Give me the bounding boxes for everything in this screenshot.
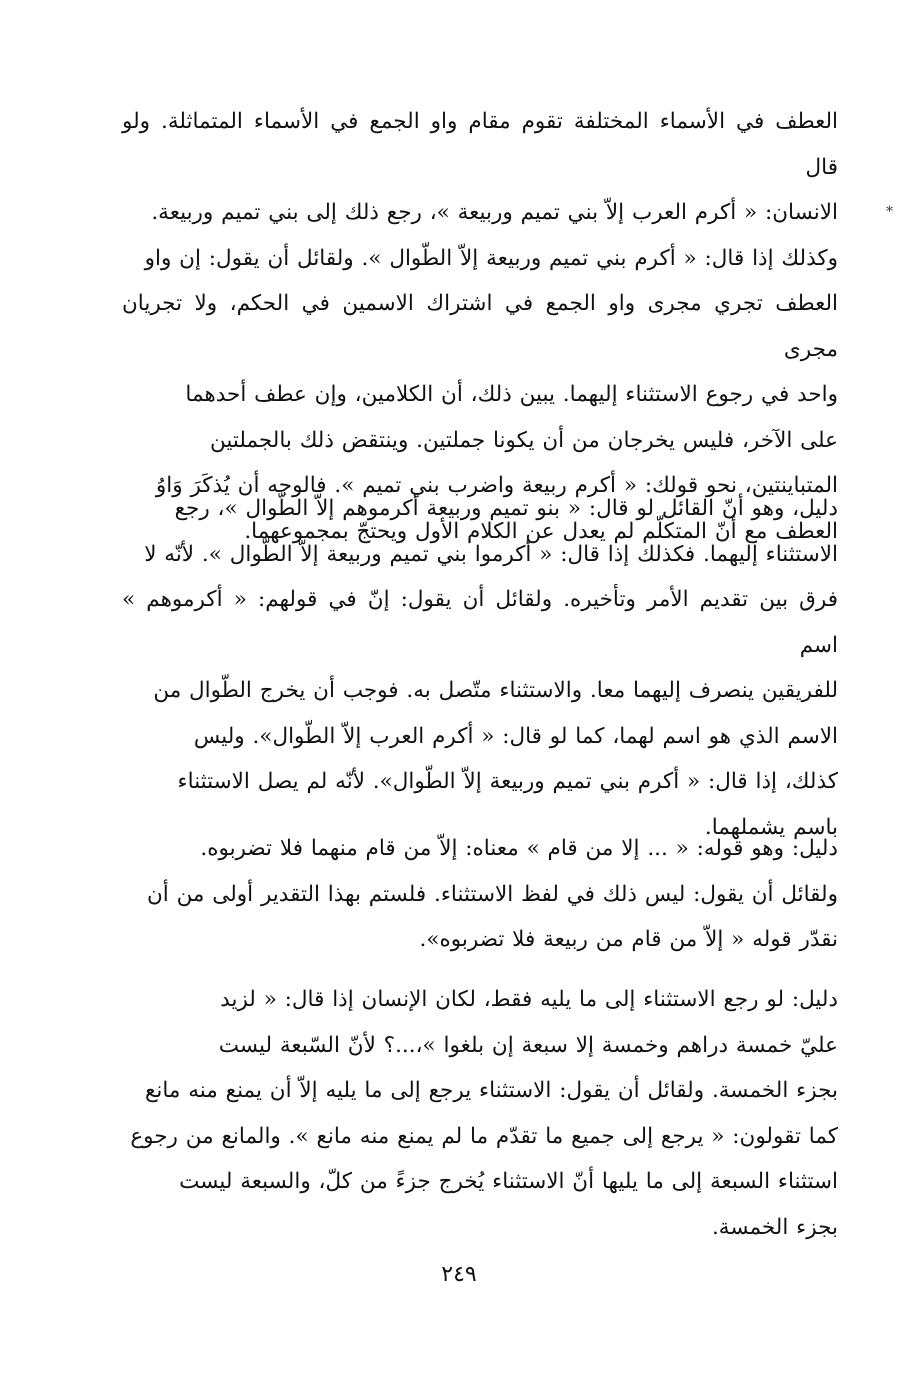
- paragraph-text: دليل: لو رجع الاستثناء إلى ما يليه فقط، لكان الإنسان إذا قال: « لزيد عليّ خمسة دراهم وخمسة إلا سبعة إن بلغوا »،...؟ لأنّ السّبعة ليست بجزء الخمسة. ولقائل أن يقول: الاستثناء يرجع إلى ما يليه إلاّ أن يمنع منه مانع كما تقولون: « يرجع إلى جميع ما تقدّم ما لم يمنع منه مانع ». والمانع من رجوع استثناء السبعة إلى ما يليها أنّ الاستثناء يُخرج جزءً من كلّ، والسبعة ليست بجزء الخمسة.: [130, 987, 838, 1240]
- paragraph-2: [122, 486, 838, 850]
- paragraph-3: [122, 826, 838, 963]
- paragraph-text: دليل: وهو قوله: « ... إلا من قام » معناه: إلاّ من قام منهما فلا تضربوه. ولقائل أن يقول: ليس ذلك في لفظ الاستثناء. فلستم بهذا التقدير أولى من أن نقدّر قوله « إلاّ من قام من ربيعة فلا تضربوه».: [146, 836, 838, 952]
- page-number: ٢٤٩: [441, 1262, 477, 1287]
- paragraph-4: [122, 977, 838, 1250]
- paragraph-text: دليل، وهو أنّ القائل لو قال: « بنو تميم وربيعة أكرموهم إلاّ الطّوال »، رجع الاستثناء إليهما. فكذلك إذا قال: « أكرموا بني تميم وربيعة إلاّ الطّوال ». لأنّه لا فرق بين تقديم الأمر وتأخيره. ولقائل أن يقول: إنّ في قولهم: « أكرموهم » اسم للفريقين ينصرف إليهما معا. والاستثناء متّصل به. فوجب أن يخرج الطّوال من الاسم الذي هو اسم لهما، كما لو قال: « أكرم العرب إلاّ الطّوال». وليس كذلك، إذا قال: « أكرم بني تميم وربيعة إلاّ الطّوال». لأنّه لم يصل الاستثناء باسم يشملهما.: [122, 496, 838, 840]
- margin-mark: *: [886, 204, 893, 220]
- paragraph-text: العطف في الأسماء المختلفة تقوم مقام واو الجمع في الأسماء المتماثلة. ولو قال الانسان: « أكرم العرب إلاّ بني تميم وربيعة »، رجع ذلك إلى بني تميم وربيعة. وكذلك إذا قال: « أكرم بني تميم وربيعة إلاّ الطّوال ». ولقائل أن يقول: إن واو العطف تجري مجرى واو الجمع في اشتراك الاسمين في الحكم، ولا تجريان مجرى واحد في رجوع الاستثناء إليهما. يبين ذلك، أن الكلامين، وإن عطف أحدهما على الآخر، فليس يخرجان من أن يكونا جملتين. وينتقض ذلك بالجملتين المتباينتين، نحو قولك: « أكرم ربيعة واضرب بني تميم ». فالوجه أن يُذكَرَ وَاوُ العطف مع أنّ المتكلّم لم يعدل عن الكلام الأول ويحتجّ بمجموعهما.: [122, 109, 838, 544]
